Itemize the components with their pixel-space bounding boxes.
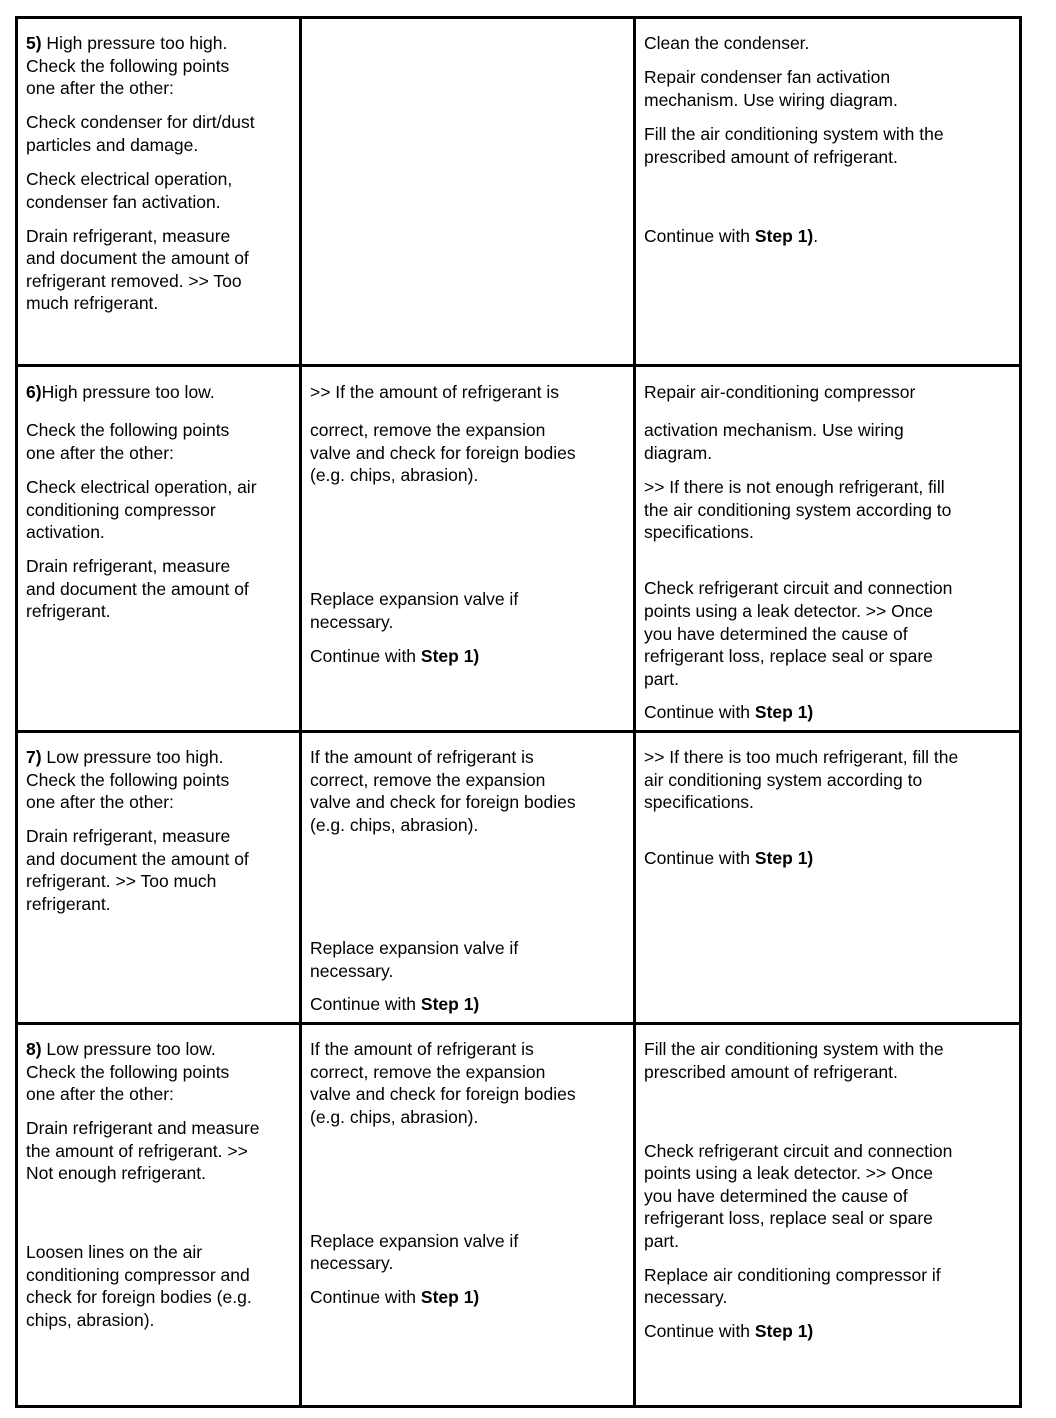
row-8-action-continue: Continue with Step 1) (310, 1287, 480, 1307)
row-8-action-text: If the amount of refrigerant is (310, 1039, 534, 1059)
row-6-remedy-leak: points using a leak detector. >> Once (644, 601, 933, 621)
row-6-remedy-repair: Repair air-conditioning compressor (644, 382, 916, 402)
row-6-title: 6)High pressure too low. (26, 382, 215, 402)
row-6-remedy-repair: activation mechanism. Use wiring (644, 420, 904, 440)
row-7-remedy-fill: specifications. (644, 792, 754, 812)
row-7-action-text: valve and check for foreign bodies (310, 792, 576, 812)
row-5-check-condenser: particles and damage. (26, 135, 199, 155)
row-5-action-cell (302, 19, 633, 364)
row-7-action-text: If the amount of refrigerant is (310, 747, 534, 767)
row-6-remedy-repair: diagram. (644, 443, 713, 463)
row-6-remedy-leak: you have determined the cause of (644, 624, 908, 644)
row-5-drain: much refrigerant. (26, 293, 159, 313)
row-8-remedy-replace-compressor: necessary. (644, 1287, 728, 1307)
row-6-action-continue: Continue with Step 1) (310, 646, 480, 666)
row-8-loosen-lines: chips, abrasion). (26, 1310, 155, 1330)
row-7-action-text: (e.g. chips, abrasion). (310, 815, 479, 835)
row-5-intro: Check the following points (26, 56, 230, 76)
row-8-loosen-lines: conditioning compressor and (26, 1265, 250, 1285)
row-8-drain: Drain refrigerant and measure (26, 1118, 260, 1138)
row-8-intro: Check the following points (26, 1062, 230, 1082)
row-5-drain: Drain refrigerant, measure (26, 226, 231, 246)
row-8-condition-cell (18, 1025, 299, 1405)
row-8-remedy-continue: Continue with Step 1) (644, 1321, 814, 1341)
row-5-remedy-fill: Fill the air conditioning system with the (644, 124, 944, 144)
row-8-intro: one after the other: (26, 1084, 174, 1104)
row-6-condition-cell (18, 367, 299, 730)
row-8-replace-valve: Replace expansion valve if (310, 1231, 519, 1251)
row-7-drain: refrigerant. (26, 894, 111, 914)
row-7-action-cell (302, 733, 633, 1022)
row-6-drain: and document the amount of (26, 579, 249, 599)
row-8-action-text: correct, remove the expansion (310, 1062, 546, 1082)
row-8-drain: Not enough refrigerant. (26, 1163, 206, 1183)
row-6-action-text: (e.g. chips, abrasion). (310, 465, 479, 485)
row-7-remedy-fill: air conditioning system according to (644, 770, 923, 790)
row-7-intro: Check the following points (26, 770, 230, 790)
row-7-drain: Drain refrigerant, measure (26, 826, 231, 846)
row-6-drain: Drain refrigerant, measure (26, 556, 231, 576)
row-6-intro: one after the other: (26, 443, 174, 463)
row-6-remedy-cell (636, 367, 1019, 730)
row-6-remedy-fill: specifications. (644, 522, 754, 542)
row-8-remedy-fill: prescribed amount of refrigerant. (644, 1062, 898, 1082)
row-6-action-cell (302, 367, 633, 730)
row-6-remedy-fill: the air conditioning system according to (644, 500, 952, 520)
row-6-check-electrical: conditioning compressor (26, 500, 216, 520)
row-5-continue: Continue with Step 1). (644, 226, 819, 246)
table-border-bottom (15, 1405, 1022, 1408)
row-6-remedy-leak: part. (644, 669, 680, 689)
row-5-title: 5) High pressure too high. (26, 33, 228, 53)
row-8-remedy-replace-compressor: Replace air conditioning compressor if (644, 1265, 941, 1285)
row-6-replace-valve: necessary. (310, 612, 394, 632)
row-6-remedy-leak: refrigerant loss, replace seal or spare (644, 646, 933, 666)
row-7-remedy-fill: >> If there is too much refrigerant, fill the (644, 747, 959, 767)
row-8-action-text: valve and check for foreign bodies (310, 1084, 576, 1104)
row-7-intro: one after the other: (26, 792, 174, 812)
row-5-remedy-repair: mechanism. Use wiring diagram. (644, 90, 898, 110)
row-5-check-electrical: Check electrical operation, (26, 169, 233, 189)
row-8-remedy-leak: points using a leak detector. >> Once (644, 1163, 933, 1183)
row-7-remedy-continue: Continue with Step 1) (644, 848, 814, 868)
row-8-action-cell (302, 1025, 633, 1405)
row-5-check-electrical: condenser fan activation. (26, 192, 221, 212)
row-8-title: 8) Low pressure too low. (26, 1039, 216, 1059)
row-5-remedy-clean: Clean the condenser. (644, 33, 810, 53)
row-6-action-text: >> If the amount of refrigerant is (310, 382, 560, 402)
row-8-loosen-lines: Loosen lines on the air (26, 1242, 203, 1262)
row-8-remedy-leak: you have determined the cause of (644, 1186, 908, 1206)
row-5-remedy-fill: prescribed amount of refrigerant. (644, 147, 898, 167)
row-6-drain: refrigerant. (26, 601, 111, 621)
row-7-replace-valve: necessary. (310, 961, 394, 981)
row-5-check-condenser: Check condenser for dirt/dust (26, 112, 255, 132)
row-7-drain: refrigerant. >> Too much (26, 871, 217, 891)
row-7-replace-valve: Replace expansion valve if (310, 938, 519, 958)
table-border-right (1019, 16, 1022, 1408)
row-7-drain: and document the amount of (26, 849, 249, 869)
row-5-drain: and document the amount of (26, 248, 249, 268)
row-5-drain: refrigerant removed. >> Too (26, 271, 242, 291)
row-6-intro: Check the following points (26, 420, 230, 440)
row-8-action-text: (e.g. chips, abrasion). (310, 1107, 479, 1127)
row-8-remedy-fill: Fill the air conditioning system with the (644, 1039, 944, 1059)
row-6-check-electrical: activation. (26, 522, 105, 542)
row-5-remedy-cell (636, 19, 1019, 364)
row-8-remedy-leak: Check refrigerant circuit and connection (644, 1141, 953, 1161)
row-7-title: 7) Low pressure too high. (26, 747, 224, 767)
row-6-remedy-continue: Continue with Step 1) (644, 702, 814, 722)
row-5-intro: one after the other: (26, 78, 174, 98)
row-7-condition-cell (18, 733, 299, 1022)
row-6-action-text: valve and check for foreign bodies (310, 443, 576, 463)
row-8-remedy-leak: refrigerant loss, replace seal or spare (644, 1208, 933, 1228)
row-6-check-electrical: Check electrical operation, air (26, 477, 257, 497)
row-5-condition-cell (18, 19, 299, 364)
row-8-replace-valve: necessary. (310, 1253, 394, 1273)
row-7-remedy-cell (636, 733, 1019, 1022)
row-8-drain: the amount of refrigerant. >> (26, 1141, 248, 1161)
row-8-remedy-cell (636, 1025, 1019, 1405)
row-6-replace-valve: Replace expansion valve if (310, 589, 519, 609)
row-6-remedy-leak: Check refrigerant circuit and connection (644, 578, 953, 598)
row-7-action-text: correct, remove the expansion (310, 770, 546, 790)
row-6-remedy-fill: >> If there is not enough refrigerant, fill (644, 477, 945, 497)
row-6-action-text: correct, remove the expansion (310, 420, 546, 440)
row-8-loosen-lines: check for foreign bodies (e.g. (26, 1287, 252, 1307)
row-7-action-continue: Continue with Step 1) (310, 994, 480, 1014)
row-8-remedy-leak: part. (644, 1231, 680, 1251)
row-5-remedy-repair: Repair condenser fan activation (644, 67, 891, 87)
